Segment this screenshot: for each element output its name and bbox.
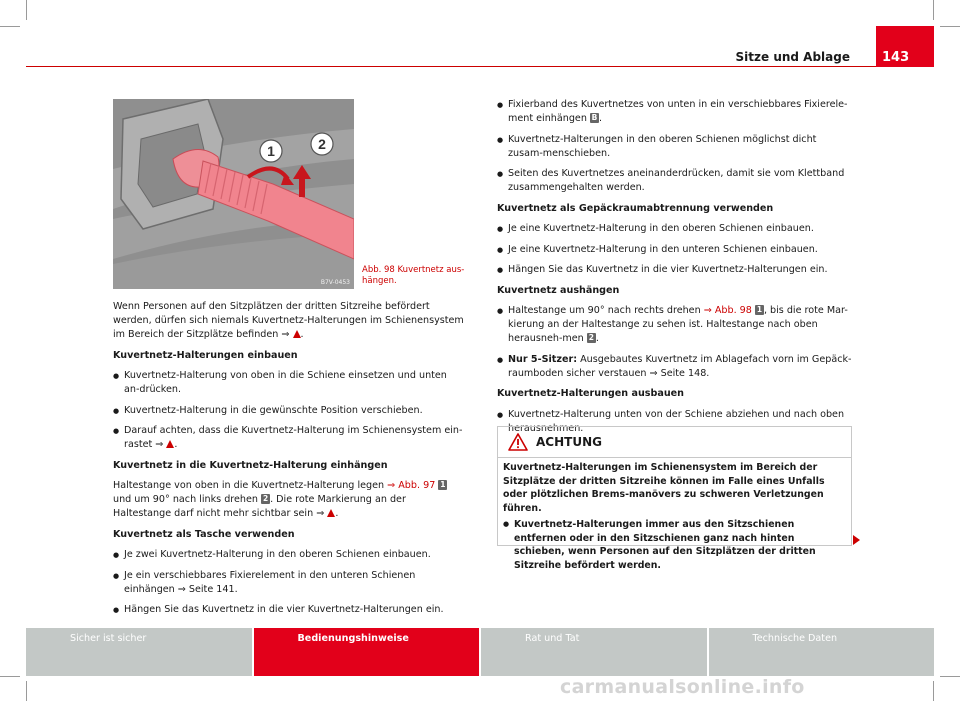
list-item: ● Je zwei Kuvertnetz-Halterung in den oberen Schienen einbauen. xyxy=(113,548,465,562)
list-item: ● Darauf achten, dass die Kuvertnetz-Halterung im Schienensystem ein-rastet ⇒ . xyxy=(113,424,465,452)
crop-mark xyxy=(26,681,27,701)
list-item: ● Kuvertnetz-Halterungen in den oberen Schienen möglichst dicht zusam-menschieben. xyxy=(497,133,853,161)
figure-caption: Abb. 98 Kuvertnetz aus-hängen. xyxy=(362,265,465,286)
list-item: ● Je ein verschiebbares Fixierelement in den unteren Schienen einhängen ⇒ Seite 141. xyxy=(113,569,465,597)
list-item-lead: Nur 5-Sitzer: xyxy=(508,353,578,365)
crop-mark xyxy=(933,0,934,20)
paragraph-text: und um 90° nach links drehen xyxy=(113,494,258,505)
tab-rat-und-tat[interactable]: Rat und Tat xyxy=(481,628,707,676)
net-holder-illustration xyxy=(113,99,354,289)
subheading-bag: Kuvertnetz als Tasche verwenden xyxy=(113,528,295,540)
subheading-partition: Kuvertnetz als Gepäckraumabtrennung verwenden xyxy=(497,202,774,214)
list-item: ● Seiten des Kuvertnetzes aneinanderdrücken, damit sie vom Klettband zusammengehalten werden. xyxy=(497,167,853,195)
warning-icon xyxy=(327,509,335,517)
tab-sicher-ist-sicher[interactable]: Sicher ist sicher xyxy=(26,628,252,676)
list-item xyxy=(497,353,853,381)
step-marker: 2 xyxy=(262,494,269,503)
crop-mark xyxy=(0,676,20,677)
step-marker: B xyxy=(591,113,598,122)
crop-mark xyxy=(26,0,27,20)
figure-callout-2: 2 xyxy=(318,136,326,152)
warning-text: Kuvertnetz-Halterungen im Schienensystem im Bereich der Sitzplätze der dritten Sitzreihe können im Falle eines Unfalls oder plötzlichen Brems-manövers zu schweren Verletzungen führen. xyxy=(503,462,825,514)
list-item-text: , bis die rote Mar-kierung an der Haltestange zu sehen ist. Haltestange nach oben herausneh-men xyxy=(508,305,848,344)
list-item-text: Fixierband des Kuvertnetzes von unten in ein verschiebbares Fixierele-ment einhängen xyxy=(508,99,848,124)
page-number: 143 xyxy=(876,26,934,67)
hang-in-paragraph: Haltestange von oben in die Kuvertnetz-Halterung legen ⇒ Abb. 97 1 und um 90° nach links drehen 2 . Die rote Markierung an der Haltestange darf nicht mehr sichtbar sein ⇒ . xyxy=(113,480,446,519)
header-rule xyxy=(26,66,934,67)
footer-nav xyxy=(26,628,934,676)
intro-paragraph: Wenn Personen auf den Sitzplätzen der dritten Sitzreihe befördert werden, dürfen sich niemals Kuvertnetz-Halterungen im Schienensystem im Bereich der Sitzplätze befinden ⇒ . xyxy=(113,301,464,340)
crop-mark xyxy=(0,26,20,27)
list-item: ● Kuvertnetz-Halterung von oben in die Schiene einsetzen und unten an-drücken. xyxy=(113,369,465,397)
right-column xyxy=(497,98,853,442)
crop-mark xyxy=(940,676,960,677)
tab-bedienungshinweise[interactable]: Bedienungshinweise xyxy=(254,628,480,676)
crop-mark xyxy=(940,26,960,27)
list-item-text: Ausgebautes Kuvertnetz im Ablagefach vorn im Gepäck-raumboden sicher verstauen ⇒ Seite 148. xyxy=(508,353,852,379)
list-item: ● Je eine Kuvertnetz-Halterung in den unteren Schienen einbauen. xyxy=(497,243,853,257)
warning-body xyxy=(498,458,851,572)
section-title: Sitze und Ablage xyxy=(735,50,850,64)
tab-technische-daten[interactable]: Technische Daten xyxy=(709,628,935,676)
subheading-hang-in: Kuvertnetz in die Kuvertnetz-Halterung einhängen xyxy=(113,459,388,471)
warning-icon xyxy=(166,440,174,448)
warning-icon xyxy=(293,330,301,338)
crop-mark xyxy=(933,681,934,701)
figure-illustration xyxy=(113,99,354,289)
left-column xyxy=(113,300,465,624)
list-item: ● Je eine Kuvertnetz-Halterung in den oberen Schienen einbauen. xyxy=(497,222,853,236)
warning-box xyxy=(497,426,852,571)
figure-reference-link[interactable]: ⇒ Abb. 98 xyxy=(703,305,752,316)
subheading-remove: Kuvertnetz-Halterungen ausbauen xyxy=(497,388,685,399)
watermark: carmanualsonline.info xyxy=(560,676,805,698)
step-marker: 1 xyxy=(440,480,446,489)
warning-list-item: ● Kuvertnetz-Halterungen immer aus den Sitzschienen entfernen oder in den Sitzschienen ganz nach hinten schieben, wenn Personen auf den Sitzplätzen der dritten Sitzreihe befördert werden. xyxy=(503,518,846,572)
warning-header xyxy=(498,427,851,458)
list-item: ● Kuvertnetz-Halterung in die gewünschte Position verschieben. xyxy=(113,404,465,418)
continue-arrow-icon xyxy=(853,535,860,545)
list-item: ● Kuvertnetz-Halterung unten von der Schiene abziehen und nach oben herausnehmen. xyxy=(497,408,853,436)
intro-text: Wenn Personen auf den Sitzplätzen der dritten Sitzreihe befördert werden, dürfen sich niemals Kuvertnetz-Halterungen im Schienensystem im Bereich der Sitzplätze befinden ⇒ xyxy=(113,301,464,340)
paragraph-text: . Die rote Markierung an der Haltestange darf nicht mehr sichtbar sein ⇒ xyxy=(113,494,406,519)
subheading-install: Kuvertnetz-Halterungen einbauen xyxy=(113,349,298,361)
list-item: ● Hängen Sie das Kuvertnetz in die vier Kuvertnetz-Halterungen ein. xyxy=(113,603,465,617)
figure-code: B7V-0453 xyxy=(320,279,350,286)
paragraph-text: Haltestange von oben in die Kuvertnetz-Halterung legen xyxy=(113,480,385,491)
figure-reference-link[interactable]: ⇒ Abb. 97 xyxy=(387,480,436,491)
warning-title: ACHTUNG xyxy=(536,435,602,449)
subheading-unhang: Kuvertnetz aushängen xyxy=(497,284,620,296)
warning-triangle-icon xyxy=(508,433,528,451)
figure-callout-1: 1 xyxy=(267,143,275,159)
list-item: ● Hängen Sie das Kuvertnetz in die vier Kuvertnetz-Halterungen ein. xyxy=(497,263,853,277)
step-marker: 1 xyxy=(756,305,763,314)
list-item: ● Haltestange um 90° nach rechts drehen ⇒ Abb. 98 1 , bis die rote Mar-kierung an der Haltestange zu sehen ist. Haltestange nach oben herausneh-men 2 . xyxy=(497,304,853,346)
step-marker: 2 xyxy=(588,333,594,342)
list-item-text: Darauf achten, dass die Kuvertnetz-Halterung im Schienensystem ein-rastet ⇒ xyxy=(124,425,463,450)
list-item: ● Fixierband des Kuvertnetzes von unten in ein verschiebbares Fixierele-ment einhängen B . xyxy=(497,98,853,126)
list-item-text: Haltestange um 90° nach rechts drehen xyxy=(508,305,701,316)
